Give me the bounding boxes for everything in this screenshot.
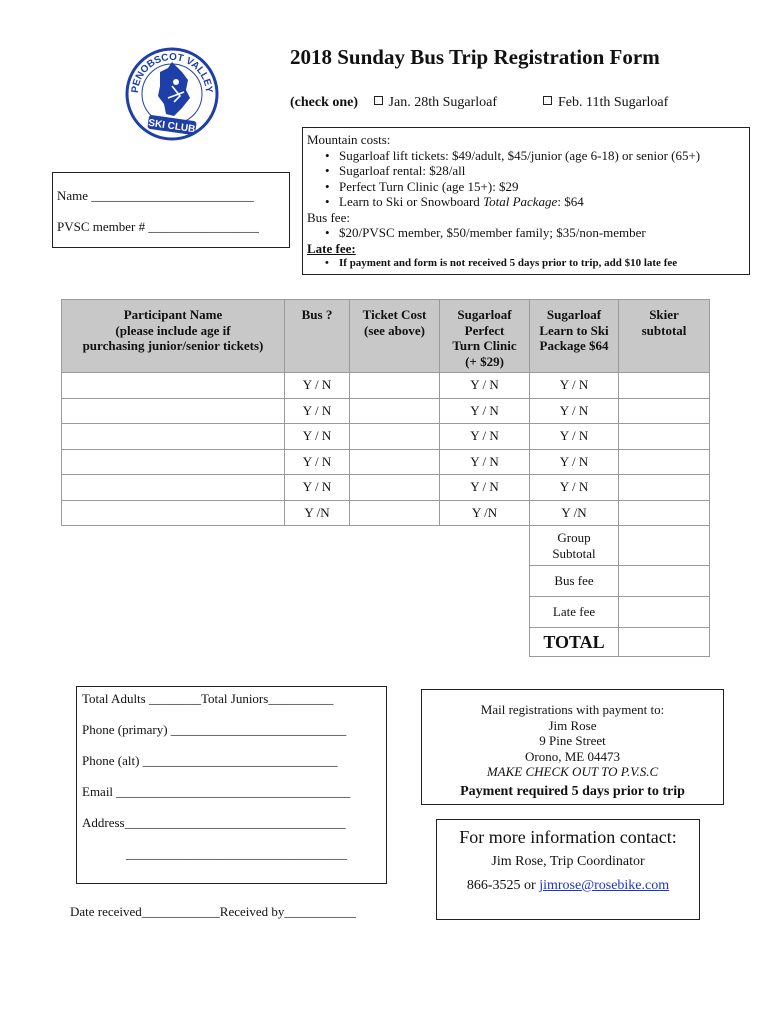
- col-header-participant: Participant Name (please include age if purchasing junior/senior tickets): [62, 300, 285, 373]
- ticket-cost-cell[interactable]: [350, 475, 440, 501]
- more-info-box: [436, 819, 700, 920]
- phone-primary-field[interactable]: Phone (primary) ___________________________: [82, 722, 347, 737]
- mountain-costs-header: Mountain costs:: [307, 132, 391, 147]
- bus-fee-header: Bus fee:: [307, 209, 350, 225]
- checkbox-jan[interactable]: [374, 96, 383, 105]
- learn-yn-cell[interactable]: Y / N: [530, 424, 619, 450]
- table-row: [62, 398, 710, 424]
- info-phone-email: [437, 876, 699, 896]
- total-label: TOTAL: [530, 628, 619, 657]
- adults-juniors-field[interactable]: Total Adults ________Total Juniors__________: [82, 691, 334, 706]
- member-number-field[interactable]: PVSC member # _________________: [57, 219, 259, 234]
- cost-item-learn-text: Learn to Ski or Snowboard: [339, 194, 484, 209]
- mountain-costs-list: [307, 148, 749, 210]
- table-row: [62, 424, 710, 450]
- summary-row-total: [62, 628, 710, 657]
- bus-yn-cell[interactable]: Y / N: [285, 475, 350, 501]
- mail-instructions-box: [421, 689, 724, 805]
- late-fee-header: Late fee:: [307, 240, 356, 256]
- mail-line-2: Jim Rose: [548, 717, 597, 733]
- total-cell[interactable]: [619, 628, 710, 657]
- ticket-cost-cell[interactable]: [350, 449, 440, 475]
- clinic-yn-cell[interactable]: Y /N: [440, 500, 530, 526]
- learn-yn-cell[interactable]: Y / N: [530, 398, 619, 424]
- contact-details-box: [76, 686, 387, 884]
- skier-subtotal-cell[interactable]: [619, 424, 710, 450]
- cost-item-learn-price: : $64: [557, 194, 584, 209]
- participant-name-cell[interactable]: [62, 449, 285, 475]
- mail-line-1: Mail registrations with payment to:: [480, 702, 665, 717]
- option-feb-label: Feb. 11th Sugarloaf: [558, 95, 669, 110]
- info-contact: Jim Rose, Trip Coordinator: [491, 854, 645, 869]
- participant-name-cell[interactable]: [62, 398, 285, 424]
- table-row: [62, 475, 710, 501]
- learn-yn-cell[interactable]: Y / N: [530, 475, 619, 501]
- check-one-label: (check one): [290, 95, 359, 110]
- cost-item-learn: [323, 194, 749, 210]
- email-field[interactable]: Email ____________________________________: [82, 784, 351, 799]
- group-subtotal-cell[interactable]: [619, 526, 710, 566]
- participant-name-cell[interactable]: [62, 373, 285, 399]
- summary-row-group: [62, 526, 710, 566]
- bus-yn-cell[interactable]: Y / N: [285, 424, 350, 450]
- logo-bottom-text: SKI CLUB: [147, 117, 196, 136]
- mail-line-5: MAKE CHECK OUT TO P.V.S.C: [486, 764, 659, 779]
- skier-subtotal-cell[interactable]: [619, 500, 710, 526]
- skier-subtotal-cell[interactable]: [619, 398, 710, 424]
- learn-yn-cell[interactable]: Y / N: [530, 449, 619, 475]
- trip-date-selector: [290, 95, 669, 111]
- col-header-ticket: Ticket Cost (see above): [350, 300, 440, 373]
- late-fee-item: • If payment and form is not received 5 days prior to trip, add $10 late fee: [323, 256, 749, 272]
- late-fee-label: Late fee: [530, 597, 619, 628]
- pvsc-logo-icon: [124, 38, 220, 148]
- skier-subtotal-cell[interactable]: [619, 475, 710, 501]
- summary-row-late: [62, 597, 710, 628]
- costs-box: [302, 127, 750, 275]
- summary-row-bus: [62, 566, 710, 597]
- participant-name-cell[interactable]: [62, 500, 285, 526]
- group-subtotal-label: Group Subtotal: [530, 526, 619, 566]
- cost-item-lift: • Sugarloaf lift tickets: $49/adult, $45/junior (age 6-18) or senior (65+): [323, 148, 749, 164]
- clinic-yn-cell[interactable]: Y / N: [440, 424, 530, 450]
- info-phone: 866-3525 or: [466, 878, 540, 893]
- ticket-cost-cell[interactable]: [350, 500, 440, 526]
- skier-subtotal-cell[interactable]: [619, 449, 710, 475]
- participant-name-cell[interactable]: [62, 424, 285, 450]
- cost-item-clinic: • Perfect Turn Clinic (age 15+): $29: [323, 179, 749, 195]
- cost-item-rental: • Sugarloaf rental: $28/all: [323, 163, 749, 179]
- bus-yn-cell[interactable]: Y / N: [285, 449, 350, 475]
- date-received-line[interactable]: Date received____________Received by___________: [70, 904, 356, 919]
- col-header-bus: Bus ?: [285, 300, 350, 373]
- info-heading: For more information contact:: [459, 827, 677, 847]
- bus-fee-label: Bus fee: [530, 566, 619, 597]
- name-box: [52, 172, 290, 248]
- ticket-cost-cell[interactable]: [350, 373, 440, 399]
- bus-fee-item: • $20/PVSC member, $50/member family; $35/non-member: [323, 225, 749, 241]
- late-fee-cell[interactable]: [619, 597, 710, 628]
- col-header-learn: Sugarloaf Learn to Ski Package $64: [530, 300, 619, 373]
- option-jan-label: Jan. 28th Sugarloaf: [388, 95, 498, 110]
- skier-subtotal-cell[interactable]: [619, 373, 710, 399]
- address-line2-field[interactable]: __________________________________: [126, 846, 347, 861]
- address-field[interactable]: Address__________________________________: [82, 815, 346, 830]
- col-header-clinic: Sugarloaf Perfect Turn Clinic (+ $29): [440, 300, 530, 373]
- bus-yn-cell[interactable]: Y / N: [285, 398, 350, 424]
- ticket-cost-cell[interactable]: [350, 398, 440, 424]
- phone-alt-field[interactable]: Phone (alt) ______________________________: [82, 753, 338, 768]
- bus-yn-cell[interactable]: Y / N: [285, 373, 350, 399]
- logo-top-text: PENOBSCOT VALLEY: [129, 51, 215, 94]
- clinic-yn-cell[interactable]: Y / N: [440, 475, 530, 501]
- learn-yn-cell[interactable]: Y /N: [530, 500, 619, 526]
- checkbox-feb[interactable]: [543, 96, 552, 105]
- bus-yn-cell[interactable]: Y /N: [285, 500, 350, 526]
- learn-yn-cell[interactable]: Y / N: [530, 373, 619, 399]
- clinic-yn-cell[interactable]: Y / N: [440, 398, 530, 424]
- col-header-subtotal: Skier subtotal: [619, 300, 710, 373]
- table-row: [62, 373, 710, 399]
- email-link[interactable]: jimrose@rosebike.com: [539, 878, 670, 893]
- bus-fee-cell[interactable]: [619, 566, 710, 597]
- participant-table: [61, 299, 710, 657]
- name-field[interactable]: Name _________________________: [57, 188, 254, 203]
- ticket-cost-cell[interactable]: [350, 424, 440, 450]
- table-row: [62, 449, 710, 475]
- mail-line-3: 9 Pine Street: [539, 733, 606, 748]
- participant-name-cell[interactable]: [62, 475, 285, 501]
- clinic-yn-cell[interactable]: Y / N: [440, 449, 530, 475]
- table-row: [62, 500, 710, 526]
- mail-line-6: Payment required 5 days prior to trip: [460, 783, 685, 799]
- page-title: 2018 Sunday Bus Trip Registration Form: [290, 45, 660, 69]
- cost-item-learn-package: Total Package: [483, 194, 558, 209]
- clinic-yn-cell[interactable]: Y / N: [440, 373, 530, 399]
- mail-line-4: Orono, ME 04473: [525, 748, 620, 764]
